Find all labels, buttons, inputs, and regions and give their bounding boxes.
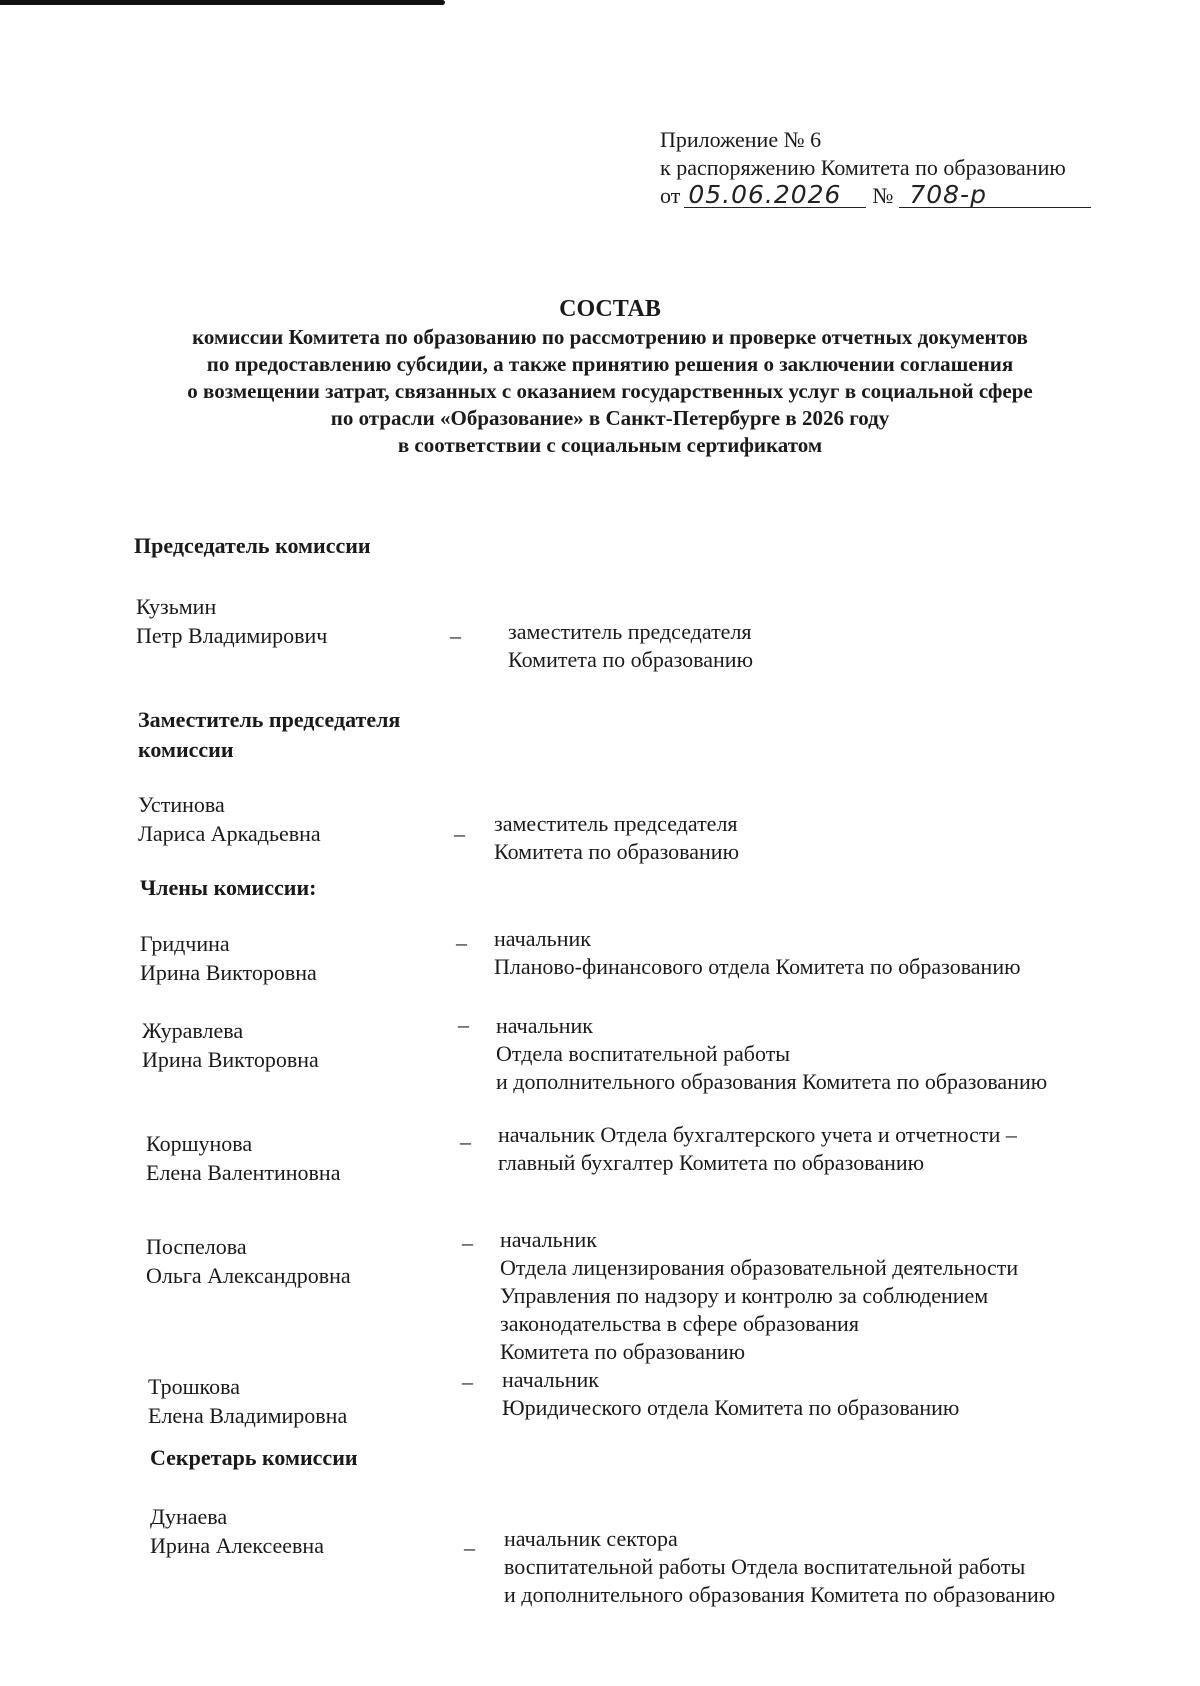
member-zhuravleva	[142, 1016, 319, 1074]
title-line: о возмещении затрат, связанных с оказанием государственных услуг в социальной сфере	[187, 379, 1033, 403]
separator-dash: –	[460, 1129, 471, 1154]
member-surname: Гридчина	[140, 931, 230, 956]
member-surname: Коршунова	[146, 1131, 253, 1156]
separator-dash: –	[450, 623, 461, 648]
member-dunaeva	[150, 1502, 324, 1560]
separator-dash: –	[464, 1535, 475, 1560]
member-name: Ольга Александровна	[146, 1263, 351, 1288]
section-members: Члены комиссии:	[140, 875, 317, 900]
member-position: начальник Отдела воспитательной работы и дополнительного образования Комитета по образованию	[496, 1013, 1048, 1094]
handwritten-number: 708-р	[899, 183, 1091, 208]
member-surname: Трошкова	[148, 1374, 240, 1399]
member-troshkova	[148, 1372, 347, 1430]
handwritten-date: 05.06.2026	[684, 183, 866, 208]
member-kuzmin	[136, 592, 327, 650]
member-position: заместитель председателя Комитета по образованию	[508, 619, 754, 672]
member-name: Ирина Алексеевна	[150, 1533, 324, 1558]
member-name: Елена Валентиновна	[146, 1160, 341, 1185]
appendix-order: к распоряжению Комитета по образованию	[660, 155, 1066, 180]
title-line: по отрасли «Образование» в Санкт-Петербурге в 2026 году	[330, 406, 890, 430]
separator-dash: –	[458, 1012, 469, 1037]
member-position: начальник Юридического отдела Комитета по образованию	[502, 1367, 960, 1420]
document-title: СОСТАВ	[559, 296, 661, 322]
member-gridchina	[140, 929, 317, 987]
member-position: заместитель председателя Комитета по образованию	[494, 811, 740, 864]
section-chairman: Председатель комиссии	[134, 533, 371, 558]
member-ustinova	[138, 790, 321, 848]
appendix-date-line	[660, 182, 1091, 210]
member-name: Петр Владимирович	[136, 623, 328, 648]
separator-dash: –	[462, 1369, 473, 1394]
member-korshunova	[146, 1129, 340, 1187]
member-name: Елена Владимировна	[148, 1403, 348, 1428]
separator-dash: –	[462, 1230, 473, 1255]
member-name: Ирина Викторовна	[142, 1047, 319, 1072]
member-surname: Журавлева	[142, 1018, 244, 1043]
member-surname: Кузьмин	[136, 594, 217, 619]
title-line: комиссии Комитета по образованию по рассмотрению и проверке отчетных документов	[192, 325, 1028, 349]
member-name: Ирина Викторовна	[140, 960, 317, 985]
member-position: начальник сектора воспитательной работы Отдела воспитательной работы и дополнительного образования Комитета по образованию	[504, 1526, 1056, 1607]
section-deputy: Заместитель председателя комиссии	[138, 707, 401, 762]
document-title-block	[110, 294, 1110, 459]
member-surname: Поспелова	[146, 1234, 247, 1259]
member-surname: Дунаева	[150, 1504, 228, 1529]
member-position: начальник Отдела лицензирования образовательной деятельности Управления по надзору и контролю за соблюдением законодательства в сфере образования Комитета по образованию	[500, 1227, 1019, 1364]
member-surname: Устинова	[138, 792, 225, 817]
section-secretary: Секретарь комиссии	[150, 1445, 358, 1470]
title-line: по предоставлению субсидии, а также принятию решения о заключении соглашения	[206, 352, 1014, 376]
appendix-number: Приложение № 6	[660, 127, 822, 152]
member-name: Лариса Аркадьевна	[138, 821, 321, 846]
separator-dash: –	[454, 821, 465, 846]
number-prefix: №	[872, 183, 894, 208]
date-prefix: от	[660, 183, 681, 208]
separator-dash: –	[456, 930, 467, 955]
appendix-block	[660, 126, 1091, 210]
title-line: в соответствии с социальным сертификатом	[397, 433, 823, 457]
member-pospelova	[146, 1232, 351, 1290]
member-position: начальник Отдела бухгалтерского учета и отчетности – главный бухгалтер Комитета по образованию	[498, 1122, 1017, 1175]
scan-edge-mark	[0, 0, 445, 5]
member-position: начальник Планово-финансового отдела Комитета по образованию	[494, 926, 1021, 979]
